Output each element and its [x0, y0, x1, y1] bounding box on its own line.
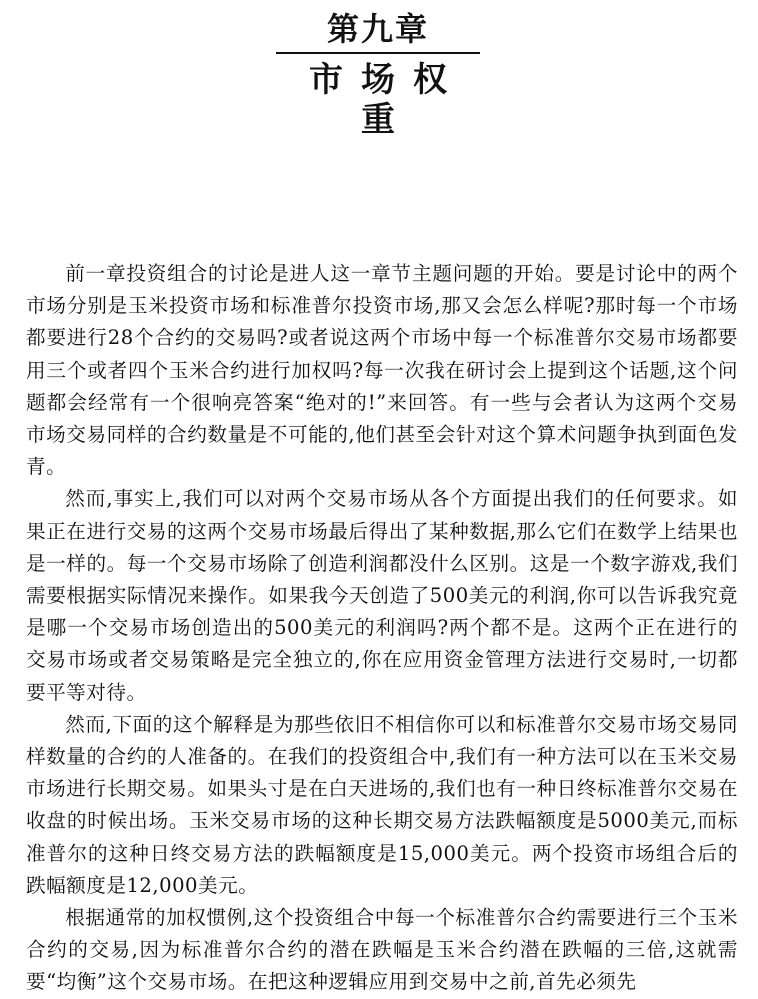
chapter-number: 第九章	[326, 10, 429, 48]
paragraph-2: 然而,事实上,我们可以对两个交易市场从各个方面提出我们的任何要求。如果正在进行交易的这两个交易市场最后得出了某种数据,那么它们在数学上结果也是一样的。每一个交易市场除了创造利润都没什么区别。这是一个数字游戏,我们需要根据实际情况来操作。如果我今天创造了500美元的利润,你可以告诉我究竟是哪一个交易市场创造出的500美元的利润吗?两个都不是。这两个正在进行的交易市场或者交易策略是完全独立的,你在应用资金管理方法进行交易时,一切都要平等对待。	[26, 487, 738, 704]
chapter-title: 市场权重	[309, 60, 465, 140]
chapter-header	[276, 10, 480, 140]
paragraph-1: 前一章投资组合的讨论是进人这一章节主题问题的开始。要是讨论中的两个市场分别是玉米投资市场和标准普尔投资市场,那又会怎么样呢?那时每一个市场都要进行28个合约的交易吗?或者说这两个市场中每一个标准普尔交易市场都要用三个或者四个玉米合约进行加权吗?每一次我在研讨会上提到这个话题,这个问题都会经常有一个很响亮答案“绝对的!”来回答。有一些与会者认为这两个交易市场交易同样的合约数量是不可能的,他们甚至会针对这个算术问题争执到面色发青。	[26, 262, 738, 479]
paragraph-4: 根据通常的加权惯例,这个投资组合中每一个标准普尔合约需要进行三个玉米合约的交易,因为标准普尔合约的潜在跌幅是玉米合约潜在跌幅的三倍,这就需要“均衡”这个交易市场。在把这种逻辑应用到交易中之前,首先必须先	[26, 906, 738, 994]
body-text	[26, 258, 738, 999]
paragraph-3: 然而,下面的这个解释是为那些依旧不相信你可以和标准普尔交易市场交易同样数量的合约的人准备的。在我们的投资组合中,我们有一种方法可以在玉米交易市场进行长期交易。如果头寸是在白天进场的,我们也有一种日终标准普尔交易在收盘的时候出场。玉米交易市场的这种长期交易方法跌幅额度是5000美元,而标准普尔的这种日终交易方法的跌幅额度是15,000美元。两个投资市场组合后的跌幅额度是12,000美元。	[26, 712, 738, 897]
chapter-divider	[276, 52, 480, 54]
